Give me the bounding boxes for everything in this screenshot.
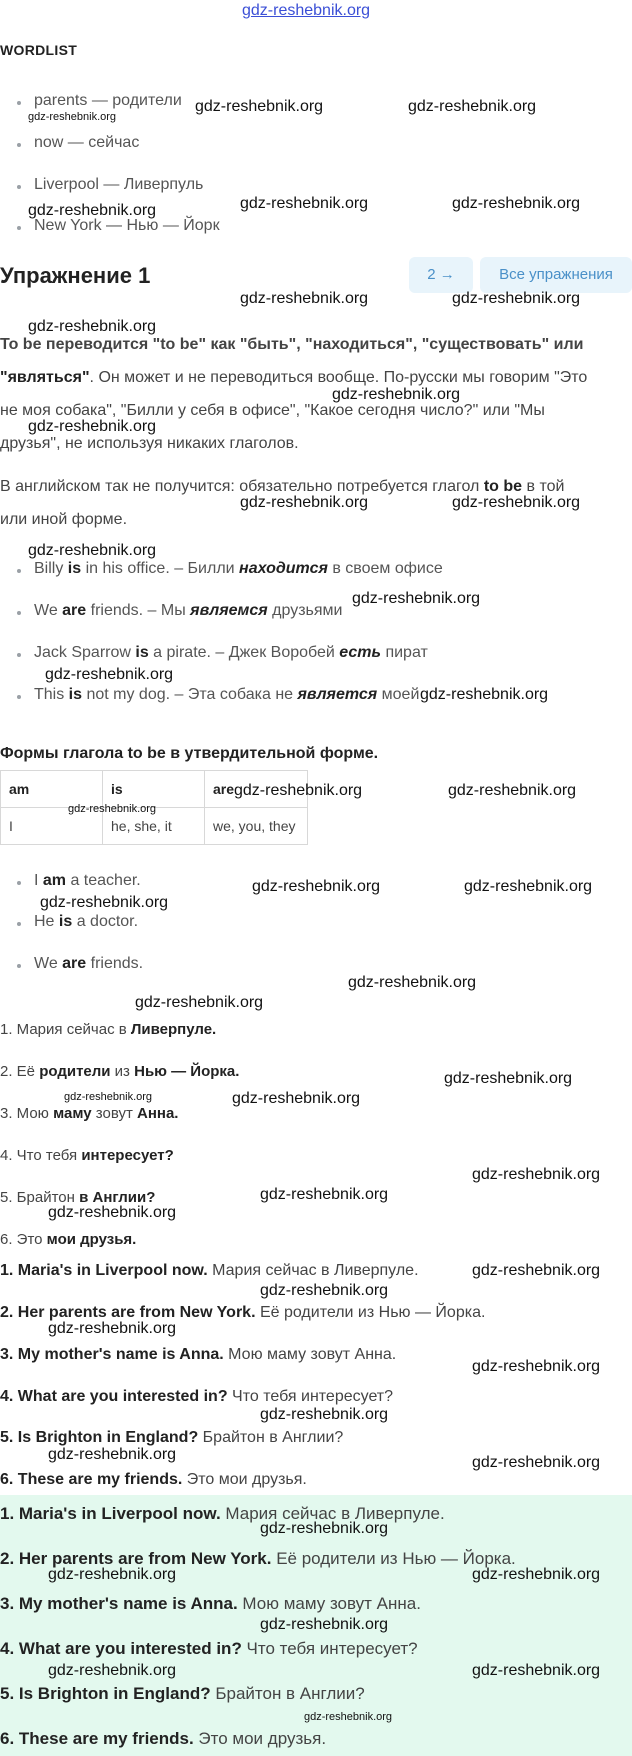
- theory-line: друзья", не используя никаких глаголов.: [0, 435, 299, 452]
- answer-item: 4. What are you interested in? Что тебя интересует?: [0, 1388, 394, 1405]
- watermark: gdz-reshebnik.org: [68, 803, 157, 815]
- watermark: gdz-reshebnik.org: [40, 894, 169, 911]
- theory-line: [0, 361, 610, 394]
- watermark: gdz-reshebnik.org: [452, 494, 581, 511]
- wordlist-item: now — сейчас: [34, 134, 140, 151]
- task-item: 5. Брайтон в Англии?: [0, 1189, 156, 1206]
- watermark: gdz-reshebnik.org: [135, 994, 264, 1011]
- theory-bold: to be: [483, 478, 523, 495]
- theory-line: To be переводится "to be" как "быть", "находиться", "существовать" или: [0, 336, 584, 353]
- watermark: gdz-reshebnik.org: [28, 111, 117, 123]
- wordlist-title: WORDLIST: [0, 42, 78, 58]
- highlighted-answer: 2. Her parents are from New York. Её родители из Нью — Йорка.: [0, 1549, 516, 1568]
- watermark: gdz-reshebnik.org: [472, 1358, 601, 1375]
- watermark: gdz-reshebnik.org: [452, 195, 581, 212]
- watermark: gdz-reshebnik.org: [448, 782, 577, 799]
- task-item: 4. Что тебя интересует?: [0, 1147, 174, 1164]
- watermark: gdz-reshebnik.org: [48, 1446, 177, 1463]
- highlighted-answer: 1. Maria's in Liverpool now. Мария сейчас в Ливерпуле.: [0, 1504, 445, 1523]
- watermark: gdz-reshebnik.org: [420, 686, 549, 703]
- watermark: gdz-reshebnik.org: [260, 1186, 389, 1203]
- highlighted-answer: 3. My mother's name is Anna. Мою маму зовут Анна.: [0, 1594, 421, 1613]
- task-item: 1. Мария сейчас в Ливерпуле.: [0, 1021, 217, 1038]
- watermark: gdz-reshebnik.org: [28, 202, 157, 219]
- theory-text: В английском так не получится: обязательно потребуется глагол: [0, 478, 484, 495]
- watermark: gdz-reshebnik.org: [48, 1320, 177, 1337]
- example-item: This is not my dog. – Эта собака не является моей: [34, 686, 420, 703]
- highlighted-answer: 4. What are you interested in? Что тебя интересует?: [0, 1639, 418, 1658]
- watermark: gdz-reshebnik.org: [472, 1454, 601, 1471]
- next-exercise-button[interactable]: 2 →: [409, 257, 473, 293]
- answer-item: 2. Her parents are from New York. Её родители из Нью — Йорка.: [0, 1304, 486, 1321]
- watermark: gdz-reshebnik.org: [240, 195, 369, 212]
- wordlist-item: parents — родители: [34, 92, 182, 109]
- watermark: gdz-reshebnik.org: [352, 590, 481, 607]
- watermark: gdz-reshebnik.org: [45, 666, 174, 683]
- watermark: gdz-reshebnik.org: [260, 1282, 389, 1299]
- answer-item: 1. Maria's in Liverpool now. Мария сейчас в Ливерпуле.: [0, 1262, 419, 1279]
- watermark: gdz-reshebnik.org: [452, 290, 581, 307]
- all-exercises-button[interactable]: Все упражнения: [480, 257, 632, 293]
- answer-item: 6. These are my friends. Это мои друзья.: [0, 1471, 307, 1488]
- highlighted-answer: 6. These are my friends. Это мои друзья.: [0, 1729, 327, 1748]
- watermark: gdz-reshebnik.org: [240, 290, 369, 307]
- watermark: gdz-reshebnik.org: [472, 1662, 601, 1679]
- task-item: 2. Её родители из Нью — Йорка.: [0, 1063, 240, 1080]
- watermark: gdz-reshebnik.org: [408, 98, 537, 115]
- task-item: 6. Это мои друзья.: [0, 1231, 137, 1248]
- watermark: gdz-reshebnik.org: [260, 1406, 389, 1423]
- watermark: gdz-reshebnik.org: [260, 1616, 389, 1633]
- wordlist-item: Liverpool — Ливерпуль: [34, 176, 204, 193]
- example-item: Billy is in his office. – Билли находится в своем офисе: [34, 560, 443, 577]
- table-cell: I: [1, 808, 103, 845]
- theory-text: в той: [522, 478, 565, 495]
- example-item: Jack Sparrow is a pirate. – Джек Воробей есть пират: [34, 644, 428, 661]
- watermark: gdz-reshebnik.org: [260, 1520, 389, 1537]
- watermark: gdz-reshebnik.org: [28, 318, 157, 335]
- theory-text: . Он может и не переводиться вообще. По-русски мы говорим "Это: [89, 369, 588, 386]
- watermark: gdz-reshebnik.org: [252, 878, 381, 895]
- watermark: gdz-reshebnik.org: [332, 386, 461, 403]
- theory-line: или иной форме.: [0, 511, 128, 528]
- table-header-cell: are: [205, 771, 308, 808]
- wordlist-item: New York — Нью — Йорк: [34, 217, 220, 234]
- watermark: gdz-reshebnik.org: [234, 782, 363, 799]
- watermark: gdz-reshebnik.org: [28, 418, 157, 435]
- answer-item: 3. My mother's name is Anna. Мою маму зовут Анна.: [0, 1346, 397, 1363]
- watermark: gdz-reshebnik.org: [472, 1566, 601, 1583]
- highlighted-answer: 5. Is Brighton in England? Брайтон в Англии?: [0, 1684, 365, 1703]
- task-item: 3. Мою маму зовут Анна.: [0, 1105, 179, 1122]
- watermark: gdz-reshebnik.org: [28, 542, 157, 559]
- table-header-cell: am: [1, 771, 103, 808]
- forms-title: Формы глагола to be в утвердительной форме.: [0, 745, 379, 762]
- watermark: gdz-reshebnik.org: [48, 1204, 177, 1221]
- watermark: gdz-reshebnik.org: [472, 1166, 601, 1183]
- form-example-item: We are friends.: [34, 955, 144, 972]
- watermark: gdz-reshebnik.org: [472, 1262, 601, 1279]
- theory-line: не моя собака", "Билли у себя в офисе", "Какое сегодня число?" или "Мы: [0, 402, 545, 419]
- example-item: We are friends. – Мы являемся друзьями: [34, 602, 343, 619]
- watermark: gdz-reshebnik.org: [464, 878, 593, 895]
- watermark: gdz-reshebnik.org: [304, 1711, 393, 1723]
- watermark: gdz-reshebnik.org: [444, 1070, 573, 1087]
- watermark: gdz-reshebnik.org: [195, 98, 324, 115]
- table-cell: he, she, it: [103, 808, 205, 845]
- form-example-item: He is a doctor.: [34, 913, 139, 930]
- table-header-cell: is: [103, 771, 205, 808]
- watermark: gdz-reshebnik.org: [348, 974, 477, 991]
- watermark: gdz-reshebnik.org: [48, 1662, 177, 1679]
- watermark: gdz-reshebnik.org: [64, 1091, 153, 1103]
- table-cell: we, you, they: [205, 808, 308, 845]
- watermark: gdz-reshebnik.org: [232, 1090, 361, 1107]
- exercise-title: Упражнение 1: [0, 263, 151, 288]
- watermark: gdz-reshebnik.org: [48, 1566, 177, 1583]
- watermark: gdz-reshebnik.org: [240, 494, 369, 511]
- site-link[interactable]: gdz-reshebnik.org: [242, 2, 371, 19]
- theory-bold: "являться": [0, 369, 90, 386]
- answer-item: 5. Is Brighton in England? Брайтон в Англии?: [0, 1429, 344, 1446]
- form-example-item: I am a teacher.: [34, 872, 141, 889]
